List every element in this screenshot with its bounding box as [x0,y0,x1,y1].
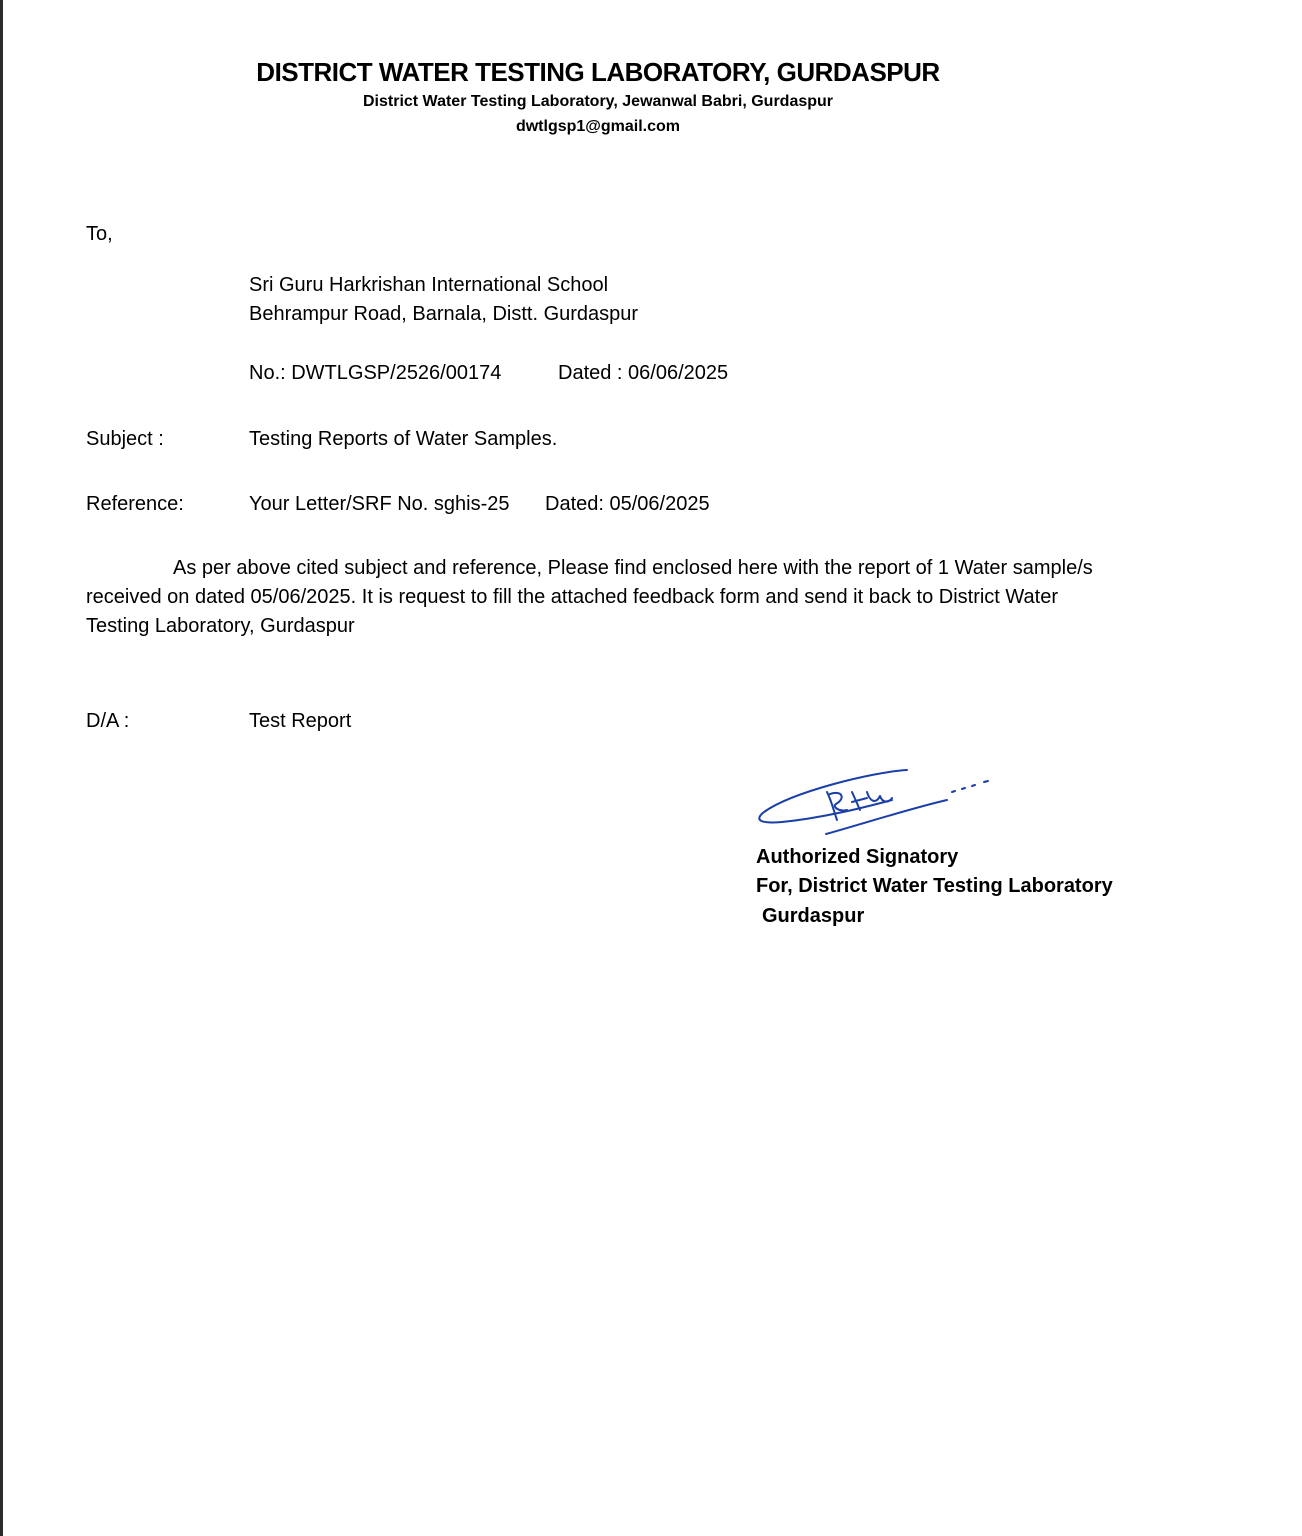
to-label: To, [86,223,113,245]
letterhead-address: District Water Testing Laboratory, Jewanwal Babri, Gurdaspur [362,93,834,110]
signatory-location: Gurdaspur [762,905,865,927]
reference-value: Your Letter/SRF No. sghis-25 [249,493,510,515]
signatory-title: Authorized Signatory [756,846,959,868]
body-line-3: Testing Laboratory, Gurdaspur [86,615,355,637]
signature-underline [826,800,947,834]
recipient-address: Behrampur Road, Barnala, Distt. Gurdaspur [249,303,639,325]
subject-label: Subject : [86,428,164,450]
reference-date: Dated: 05/06/2025 [545,493,710,515]
page-left-border [0,0,3,1536]
signature-dots [952,781,988,792]
body-line-1: As per above cited subject and reference, Please find enclosed here with the report of 1 Water sample/s [173,557,1093,579]
reference-label: Reference: [86,493,184,515]
letter-date: Dated : 06/06/2025 [558,362,729,384]
da-label: D/A : [86,710,130,732]
recipient-name: Sri Guru Harkrishan International School [249,274,609,296]
subject-value: Testing Reports of Water Samples. [249,428,558,450]
letterhead-email: dwtlgsp1@gmail.com [515,118,681,135]
body-line-2: received on dated 05/06/2025. It is request to fill the attached feedback form and send it back to District Water [86,586,1059,608]
letter-number: No.: DWTLGSP/2526/00174 [249,362,502,384]
signature-image [752,762,1002,842]
letterhead-title: DISTRICT WATER TESTING LABORATORY, GURDASPUR [256,57,940,87]
signature-loop [759,770,907,823]
signature-letter-p [827,792,847,820]
signatory-organization: For, District Water Testing Laboratory [756,875,1113,897]
signature-letters [852,792,892,810]
da-value: Test Report [249,710,352,732]
